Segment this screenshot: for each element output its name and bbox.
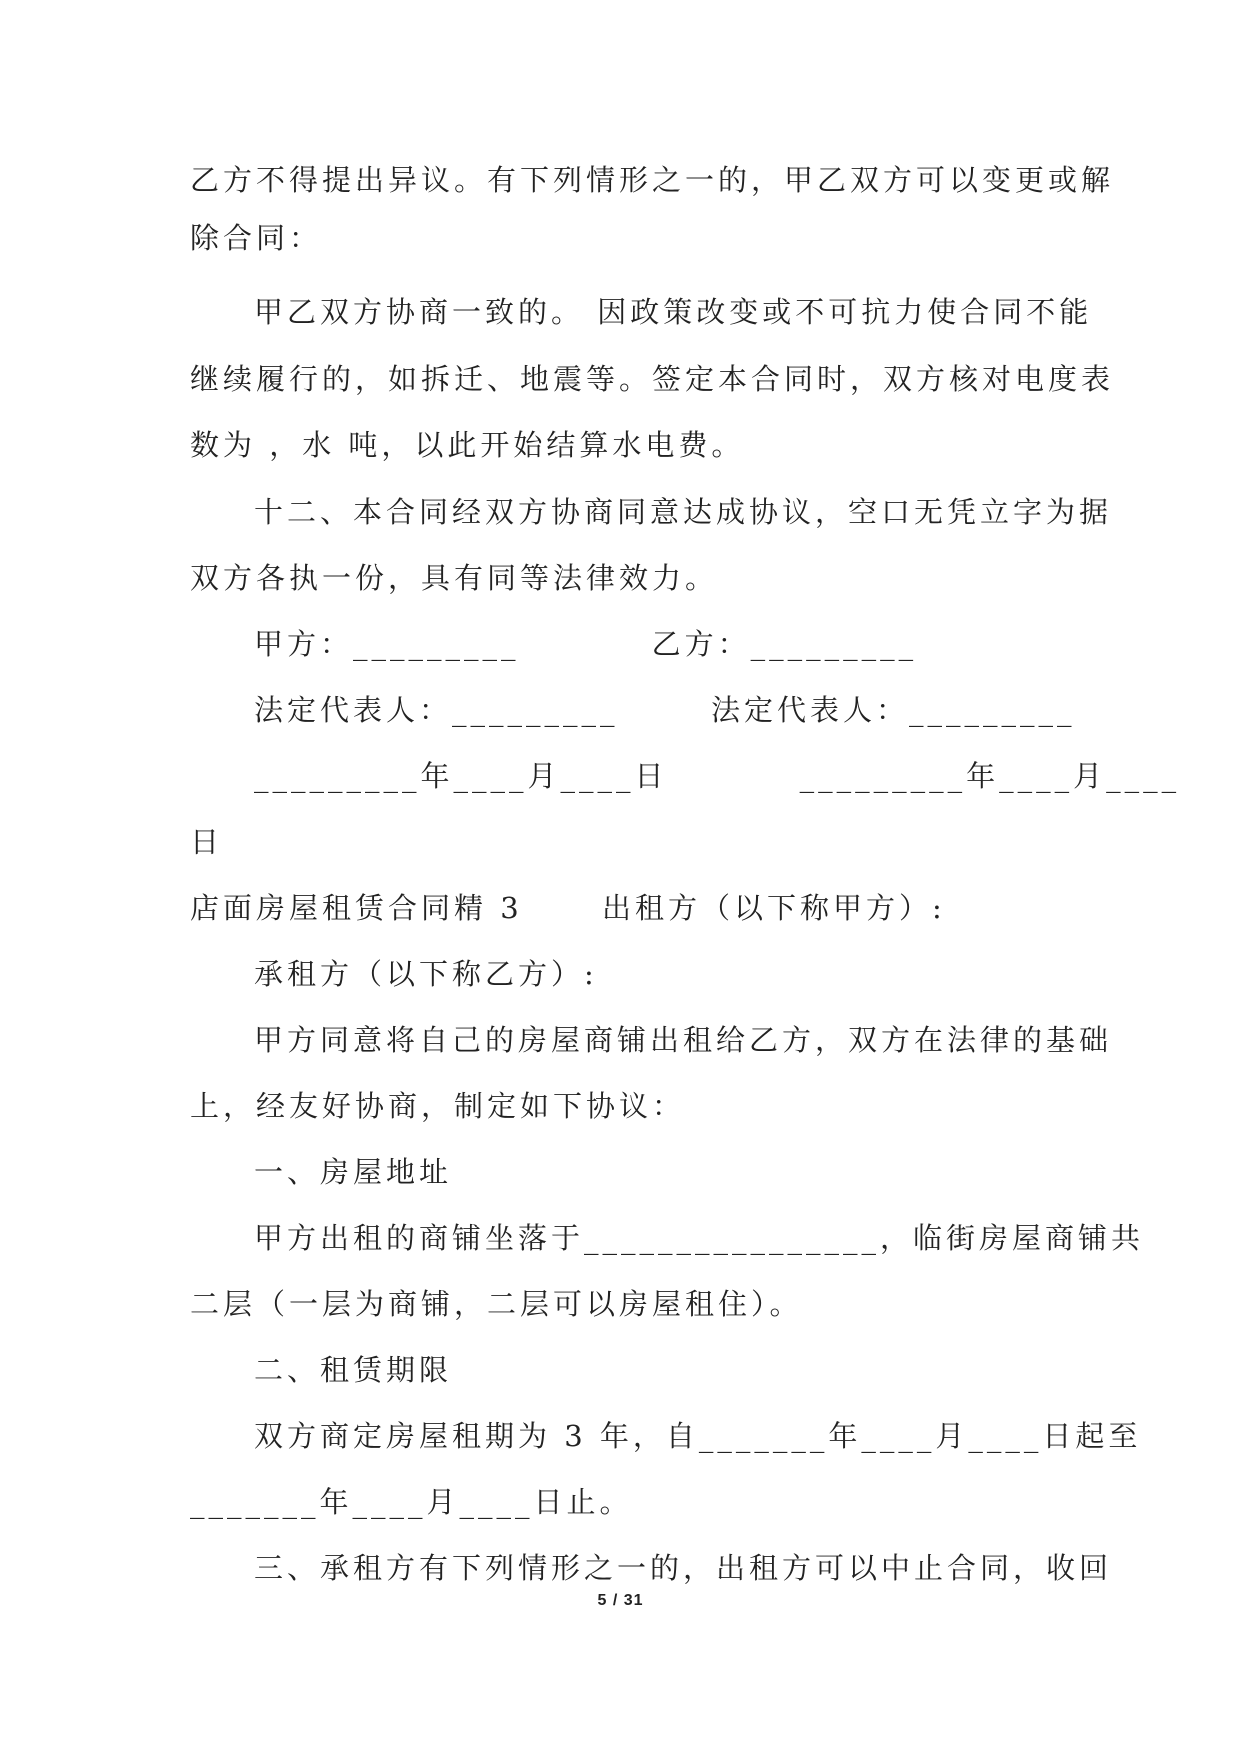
section-heading-1: 一、房屋地址 [254,1155,453,1189]
text-line-14: 甲方同意将自己的房屋商铺出租给乙方，双方在法律的基础 [254,1023,1113,1057]
text-line-22: 三、承租方有下列情形之一的，出租方可以中止合同，收回 [254,1551,1113,1585]
text-line-15: 上，经友好协商，制定如下协议： [190,1089,686,1123]
text-line-3: 甲乙双方协商一致的。 因政策改变或不可抗力使合同不能 [254,295,1093,329]
text-line-21: _______年____月____日止。 [190,1485,633,1519]
text-line-2: 除合同： [190,221,323,255]
page-number: 5 / 31 [597,1592,644,1609]
section-heading-2: 二、租赁期限 [254,1353,453,1387]
text-line-17: 甲方出租的商铺坐落于________________，临街房屋商铺共 [254,1221,1145,1255]
text-line-5: 数为 ，水 吨，以此开始结算水电费。 [190,428,745,462]
text-line-20: 双方商定房屋租期为 3 年，自_______年____月____日起至 [254,1419,1142,1453]
text-line-7: 双方各执一份，具有同等法律效力。 [190,561,719,595]
contract-title-line: 店面房屋租赁合同精 3 出租方（以下称甲方）: [190,891,946,925]
text-line-11: 日 [190,825,224,859]
signature-date-line: _________年____月____日 _________年____月____ [254,759,1181,793]
text-line-18: 二层（一层为商铺，二层可以房屋租住）。 [190,1287,803,1321]
text-line-4: 继续履行的，如拆迁、地震等。签定本合同时，双方核对电度表 [190,362,1115,396]
text-line-1: 乙方不得提出异议。有下列情形之一的，甲乙双方可以变更或解 [190,163,1115,197]
text-line-6: 十二、本合同经双方协商同意达成协议，空口无凭立字为据 [254,495,1113,529]
signature-party-line: 甲方：_________ 乙方：_________ [254,627,918,661]
text-line-13: 承租方（以下称乙方）: [254,957,598,991]
signature-representative-line: 法定代表人：_________ 法定代表人：_________ [254,693,1076,727]
